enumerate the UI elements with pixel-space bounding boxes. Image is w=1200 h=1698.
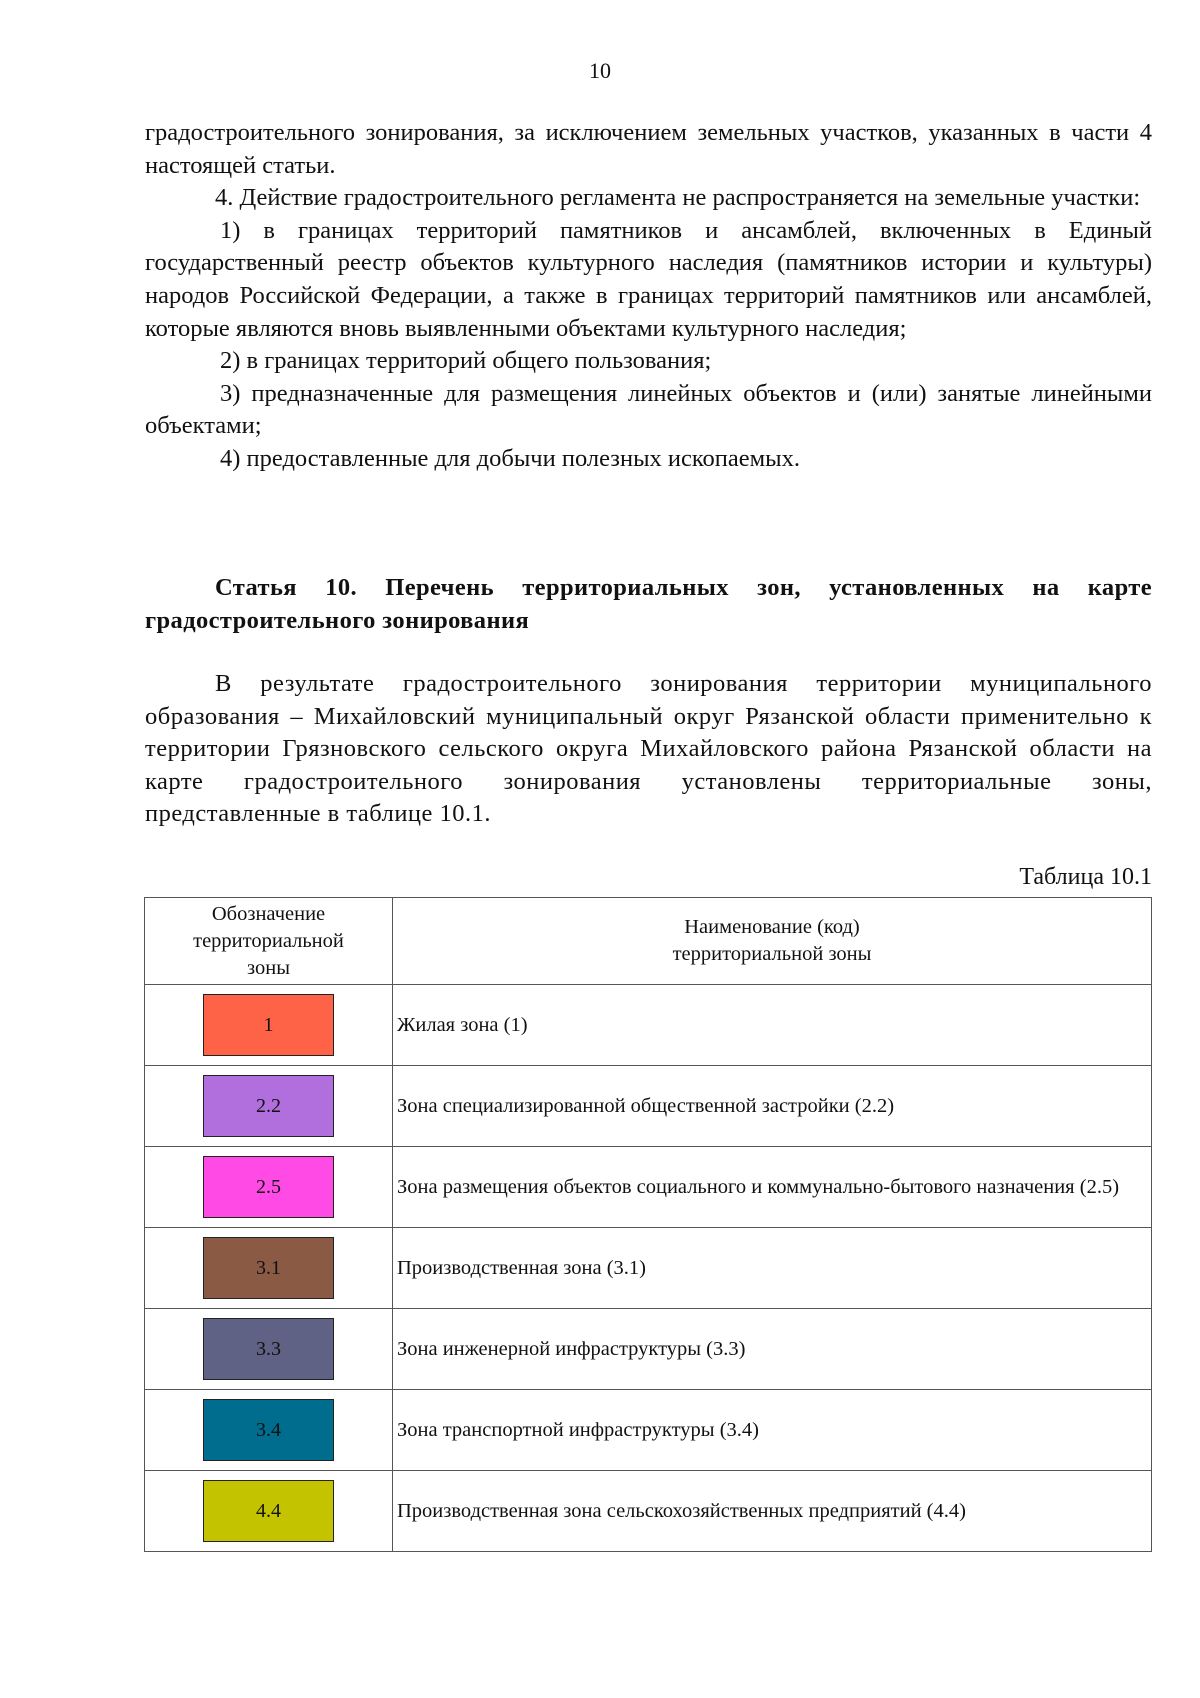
header-name-line-2: территориальной зоны — [672, 943, 872, 965]
list-item-2: 2) в границах территорий общего пользования; — [220, 347, 712, 375]
paragraph-continuation: градостроительного зонирования, за исключением земельных участков, указанных в части 4 настоящей статьи. — [145, 119, 1152, 179]
table-header-row — [145, 898, 1152, 985]
article-paragraph: В результате градостроительного зонирования территории муниципального образования – Михайловский муниципальный округ Рязанской области применительно к территории Грязновского сельского округа Михайловского района Рязанской области на карте градостроительного зонирования установлены территориальные зоны, представленные в таблице 10.1. — [145, 670, 1152, 828]
header-name — [393, 898, 1152, 985]
header-designation-line-2: территориальной — [193, 929, 344, 952]
paragraphs-top — [145, 117, 1152, 476]
table-row — [145, 1066, 1152, 1147]
zone-swatch: 4.4 — [203, 1480, 334, 1542]
table-row — [145, 985, 1152, 1066]
paragraph-item-4: 4. Действие градостроительного регламента не распространяется на земельные участки: — [215, 184, 1141, 212]
zone-name: Зона инженерной инфраструктуры (3.3) — [393, 1309, 1152, 1390]
zone-name: Производственная зона сельскохозяйственных предприятий (4.4) — [393, 1471, 1152, 1552]
table-row — [145, 1471, 1152, 1552]
table-row — [145, 1309, 1152, 1390]
header-designation-line-3: зоны — [247, 956, 290, 979]
table-row — [145, 1390, 1152, 1471]
list-item-3: 3) предназначенные для размещения линейных объектов и (или) занятые линейными объектами; — [145, 379, 1152, 440]
zone-name: Зона размещения объектов социального и коммунально-бытового назначения (2.5) — [393, 1147, 1152, 1228]
table-caption: Таблица 10.1 — [1019, 864, 1152, 890]
page-number: 10 — [589, 58, 611, 83]
zone-name: Жилая зона (1) — [393, 985, 1152, 1066]
header-name-line-1: Наименование (код) — [684, 916, 860, 938]
header-designation-line-1: Обозначение — [211, 902, 326, 925]
list-item-4: 4) предоставленные для добычи полезных ископаемых. — [220, 444, 800, 472]
zone-name: Производственная зона (3.1) — [393, 1228, 1152, 1309]
header-designation — [145, 898, 393, 985]
article-heading: Статья 10. Перечень территориальных зон, установленных на карте градостроительного зонирования — [145, 574, 1152, 634]
zone-swatch: 2.5 — [203, 1156, 334, 1218]
zone-swatch: 1 — [203, 994, 334, 1056]
zone-swatch: 3.1 — [203, 1237, 334, 1299]
zone-name: Зона специализированной общественной застройки (2.2) — [393, 1066, 1152, 1147]
article-body — [145, 668, 1152, 831]
zone-name: Зона транспортной инфраструктуры (3.4) — [393, 1390, 1152, 1471]
zones-table — [144, 897, 1152, 1552]
zone-swatch: 2.2 — [203, 1075, 334, 1137]
list-item-1: 1) в границах территорий памятников и ансамблей, включенных в Единый государственный реестр объектов культурного наследия (памятников истории и культуры) народов Российской Федерации, а также в границах территорий памятников или ансамблей, которые являются вновь выявленными объектами культурного наследия; — [145, 216, 1152, 342]
table-row — [145, 1228, 1152, 1309]
table-row — [145, 1147, 1152, 1228]
zone-swatch: 3.4 — [203, 1399, 334, 1461]
zone-swatch: 3.3 — [203, 1318, 334, 1380]
